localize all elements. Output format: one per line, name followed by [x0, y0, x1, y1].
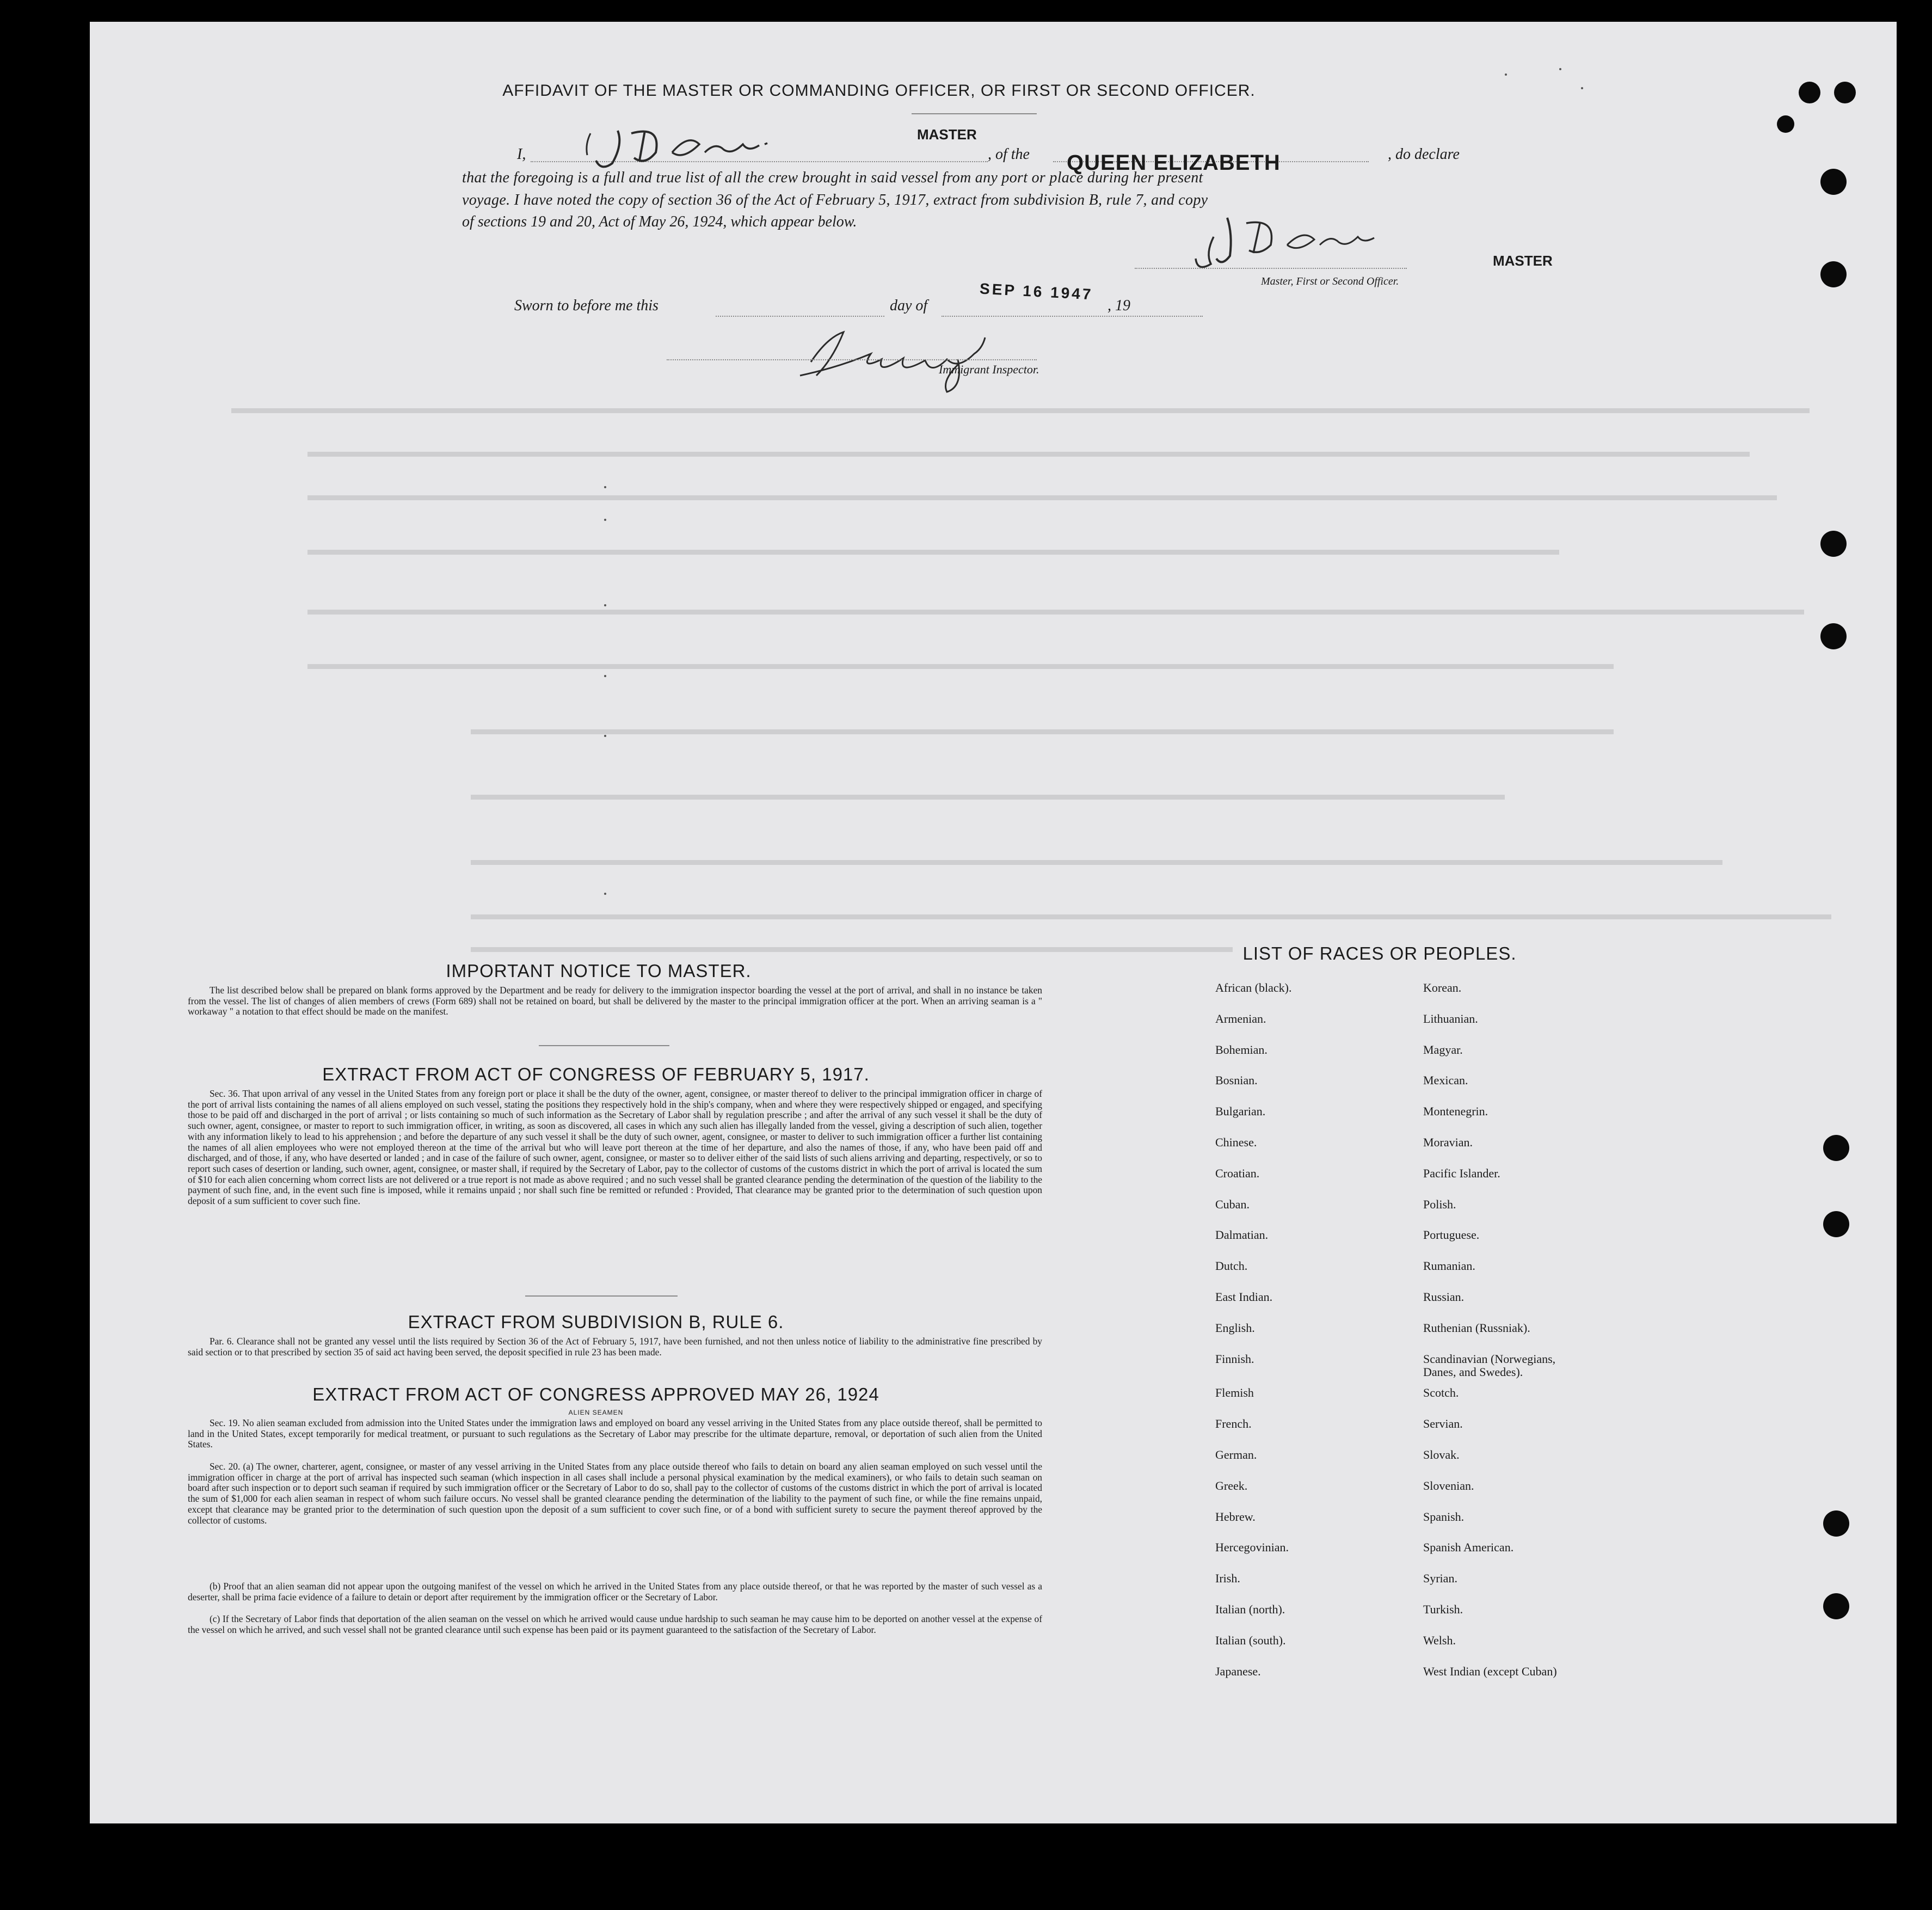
of-the-label: , of the — [988, 146, 1030, 163]
race-item: Croatian. — [1215, 1166, 1260, 1180]
officer-line — [1135, 268, 1407, 269]
extract-1924-sec19: Sec. 19. No alien seaman excluded from admission into the United States under the immigration laws and employed on board any vessel arriving in the United States from any place outside thereof, shall be permitted to land in the United States, except temporarily for medical treatment, or pursuant to such regulations as the Secretary of Labor may prescribe for the ultimate departure, removal, or deportation of such alien from the United States. — [188, 1417, 1042, 1450]
race-item: Slovak. — [1423, 1448, 1460, 1461]
margin-dot — [1581, 87, 1583, 89]
race-item: Pacific Islander. — [1423, 1166, 1500, 1180]
extract-1924-sec20b: (b) Proof that an alien seaman did not appear upon the outgoing manifest of the vessel on which he arrived in the United States from any place outside thereof, or that he was reported by the master of such vessel as a deserter, shall be prima facie evidence of a failure to detain or deport after requirement by the immigration officer or the Secretary of Labor. — [188, 1581, 1042, 1602]
inspector-line — [667, 359, 1037, 360]
bleed-through-line — [471, 914, 1831, 919]
race-item: East Indian. — [1215, 1290, 1273, 1304]
race-item: Scotch. — [1423, 1386, 1459, 1400]
race-item-continuation: Danes, and Swedes). — [1423, 1365, 1523, 1379]
bleed-through-line — [471, 795, 1505, 800]
vessel-name: QUEEN ELIZABETH — [1067, 151, 1281, 175]
race-item: West Indian (except Cuban) — [1423, 1664, 1557, 1678]
race-item: Cuban. — [1215, 1197, 1250, 1211]
race-item: Slovenian. — [1423, 1478, 1474, 1493]
extract-1924-sec20a: Sec. 20. (a) The owner, charterer, agent, consignee, or master of any vessel arriving in the United States from any place outside thereof who fails to detain on board any alien seaman employed on such vessel until the immigration officer in charge at the port of arrival has inspected such seaman (which inspection in all cases shall include a personal physical examination by the medical examiners), or who fails to detain such seaman on board after such inspection or to deport such seaman if required by such immigration officer or the Secretary of Labor to do so, shall pay to the collector of customs of the customs district in which the port of arrival is located the sum of $1,000 for each alien seaman in respect of whom such failure occurs. No vessel shall be granted clearance pending the determination of the liability to the payment of such fine, or while the fine remains unpaid, except that clearance may be granted prior to the determination of such question upon the deposit of a sum sufficient to cover such fine, or of a bond with sufficient surety to secure the payment thereof approved by the collector of customs. — [188, 1461, 1042, 1526]
bleed-through-line — [231, 408, 1810, 413]
race-item: German. — [1215, 1448, 1257, 1461]
punch-hole — [1820, 531, 1847, 557]
race-item: Dutch. — [1215, 1259, 1248, 1273]
punch-hole — [1820, 623, 1847, 649]
bleed-through-line — [307, 610, 1804, 615]
race-item: Flemish — [1215, 1386, 1254, 1400]
race-item: Korean. — [1423, 981, 1462, 994]
bleed-through-line — [307, 664, 1614, 669]
margin-dot — [604, 519, 606, 521]
extract-1917-title: EXTRACT FROM ACT OF CONGRESS OF FEBRUARY 5, 1917. — [322, 1064, 870, 1084]
inspector-caption: Immigrant Inspector. — [939, 363, 1039, 376]
race-item: Montenegrin. — [1423, 1104, 1488, 1119]
race-item: Armenian. — [1215, 1011, 1266, 1025]
race-item: Mexican. — [1423, 1073, 1468, 1088]
race-item: Polish. — [1423, 1197, 1456, 1211]
race-item: Bohemian. — [1215, 1042, 1268, 1057]
race-item: Finnish. — [1215, 1352, 1254, 1366]
declaration-line-3: of sections 19 and 20, Act of May 26, 1924, which appear below. — [462, 213, 857, 230]
margin-dot — [604, 675, 606, 677]
race-item: Irish. — [1215, 1571, 1240, 1586]
bleed-through-line — [471, 947, 1233, 952]
races-title: LIST OF RACES OR PEOPLES. — [1242, 943, 1517, 963]
bleed-through-line — [307, 452, 1750, 457]
extract-1924-subtitle: ALIEN SEAMEN — [568, 1409, 624, 1416]
race-item: English. — [1215, 1321, 1255, 1335]
race-item: Spanish American. — [1423, 1540, 1514, 1555]
officer-signature — [1189, 212, 1385, 272]
race-item: Chinese. — [1215, 1135, 1257, 1149]
sworn-text: Sworn to before me this — [514, 297, 659, 314]
notice-text: The list described below shall be prepared on blank forms approved by the Department and be ready for delivery to the immigration inspector boarding the vessel at the port of arrival, and shall in no instance be taken from the vessel. The list of changes of alien members of crews (Form 689) shall not be retained on board, but shall be delivered by the master to the principal immigration officer at the port. When an arriving seaman is a " workaway " a notation to that effect should be made on the manifest. — [188, 985, 1042, 1017]
date-stamp: SEP 16 1947 — [979, 280, 1094, 303]
bleed-through-line — [307, 495, 1777, 500]
punch-hole — [1823, 1593, 1849, 1619]
declaration-line-2: voyage. I have noted the copy of section 36 of the Act of February 5, 1917, extract from subdivision B, rule 7, and copy — [462, 192, 1208, 208]
i-label: I, — [517, 146, 526, 163]
race-item: Italian (south). — [1215, 1633, 1286, 1647]
extract-1924-title: EXTRACT FROM ACT OF CONGRESS APPROVED MAY 26, 1924 — [312, 1384, 879, 1404]
punch-hole — [1834, 82, 1856, 103]
punch-hole — [1777, 115, 1794, 133]
bleed-through-line — [471, 860, 1722, 865]
race-item: Ruthenian (Russniak). — [1423, 1321, 1530, 1335]
race-item: Welsh. — [1423, 1633, 1456, 1647]
affidavit-title: AFFIDAVIT OF THE MASTER OR COMMANDING OFFICER, OR FIRST OR SECOND OFFICER. — [502, 82, 1256, 100]
race-item: Hebrew. — [1215, 1509, 1256, 1524]
punch-hole — [1823, 1510, 1849, 1537]
race-item: Spanish. — [1423, 1509, 1465, 1524]
declaration-line-1: that the foregoing is a full and true list of all the crew brought in said vessel from any port or place during her present — [462, 169, 1203, 186]
race-item: Greek. — [1215, 1478, 1248, 1493]
margin-dot — [604, 604, 606, 606]
race-item: Syrian. — [1423, 1571, 1457, 1586]
punch-hole — [1823, 1135, 1849, 1161]
officer-master-stamp: MASTER — [1493, 253, 1553, 269]
race-item: Lithuanian. — [1423, 1011, 1478, 1025]
race-item: Rumanian. — [1423, 1259, 1475, 1273]
race-item: French. — [1215, 1417, 1252, 1431]
punch-hole — [1820, 261, 1847, 287]
race-item: Servian. — [1423, 1417, 1463, 1431]
race-item: Portuguese. — [1423, 1228, 1480, 1242]
master-stamp: MASTER — [917, 126, 977, 143]
punch-hole — [1823, 1211, 1849, 1237]
rule-6-text: Par. 6. Clearance shall not be granted any vessel until the lists required by Section 36 of the Act of February 5, 1917, have been furnished, and not then unless notice of liability to the administrative fine prescribed by said section or to that prescribed by section 35 of said act having been served, the deposit specified in rule 23 has been made. — [188, 1336, 1042, 1358]
race-item: Italian (north). — [1215, 1602, 1285, 1616]
punch-hole — [1799, 82, 1820, 103]
race-item: Japanese. — [1215, 1664, 1261, 1678]
race-item: Bosnian. — [1215, 1073, 1258, 1088]
officer-caption: Master, First or Second Officer. — [1261, 275, 1399, 287]
do-declare-label: , do declare — [1388, 146, 1460, 163]
extract-1917-text: Sec. 36. That upon arrival of any vessel in the United States from any foreign port or place it shall be the duty of the owner, agent, consignee, or master thereof to deliver to the principal immigration officer in charge of the port of arrival lists containing the names of all aliens employed on such vessel, stating the positions they respectively hold in the ship's company, when and where they were respectively shipped or engaged, and specifying those to be paid off and discharged in the port of arrival ; or lists containing so much of such information as the Secretary of Labor shall by regulation prescribe ; and after the arrival of any such vessel it shall be the duty of such owner, agent, consignee, or master to report to such immigration officer, in writing, as soon as discovered, all cases in which any such alien has illegally landed from the vessel, giving a description of such alien, together with any information likely to lead to his apprehension ; and before the departure of any such vessel it shall be the duty of such owner, agent, consignee, or master to deliver to such immigration officer a further list containing the names of all alien employees who were not employed thereon at the time of the arrival but who will leave port thereon at the time of her departure, and also the names of those, if any, who have been paid off and discharged, and of those, if any, who have deserted or landed ; and in case of the failure of such owner, agent, consignee, or master so to deliver either of the said lists of such aliens arriving and departing, respectively, or so to report such cases of desertion or landing, such owner, agent, consignee, or master shall, if required by the Secretary of Labor, pay to the collector of customs of the customs district in which the port of arrival is located the sum of $10 for each alien concerning whom correct lists are not delivered or a true report is not made as above required ; and no such vessel shall be granted clearance pending the determination of the question of the liability to the payment of such fine, and, in the event such fine is imposed, while it remains unpaid ; nor shall such fine be remitted or refunded : Provided, That clearance may be granted prior to the determination of such question upon deposit of a sum sufficient to cover such fine. — [188, 1088, 1042, 1207]
race-item: Bulgarian. — [1215, 1104, 1266, 1119]
race-item: African (black). — [1215, 981, 1292, 994]
margin-dot — [604, 735, 606, 737]
document-page — [90, 22, 1897, 1823]
year-suffix: , 19 — [1107, 297, 1130, 314]
rule-6-title: EXTRACT FROM SUBDIVISION B, RULE 6. — [408, 1312, 784, 1332]
master-signature — [580, 122, 808, 171]
margin-dot — [1559, 68, 1561, 70]
margin-dot — [604, 486, 606, 488]
day-of-label: day of — [890, 297, 928, 314]
margin-dot — [1505, 73, 1507, 76]
section-divider — [525, 1295, 678, 1297]
extract-1924-sec20c: (c) If the Secretary of Labor finds that deportation of the alien seaman on the vessel on which he arrived would cause undue hardship to such seaman he may cause him to be deported on another vessel at the expense of the vessel on which he arrived, and such vessel shall not be granted clearance until such expense has been paid or its payment guaranteed to the satisfaction of the Secretary of Labor. — [188, 1613, 1042, 1635]
race-item: Scandinavian (Norwegians, — [1423, 1352, 1556, 1366]
race-item: Magyar. — [1423, 1042, 1463, 1057]
punch-hole — [1820, 169, 1847, 195]
bleed-through-line — [307, 550, 1559, 555]
race-item: Moravian. — [1423, 1135, 1473, 1149]
bleed-through-line — [471, 729, 1614, 734]
notice-title: IMPORTANT NOTICE TO MASTER. — [446, 961, 752, 981]
race-item: Hercegovinian. — [1215, 1540, 1289, 1555]
race-item: Dalmatian. — [1215, 1228, 1269, 1242]
inspector-signature — [795, 316, 1078, 392]
section-divider — [539, 1045, 669, 1046]
title-divider — [912, 113, 1037, 114]
race-item: Russian. — [1423, 1290, 1465, 1304]
margin-dot — [604, 893, 606, 895]
race-item: Turkish. — [1423, 1602, 1463, 1616]
